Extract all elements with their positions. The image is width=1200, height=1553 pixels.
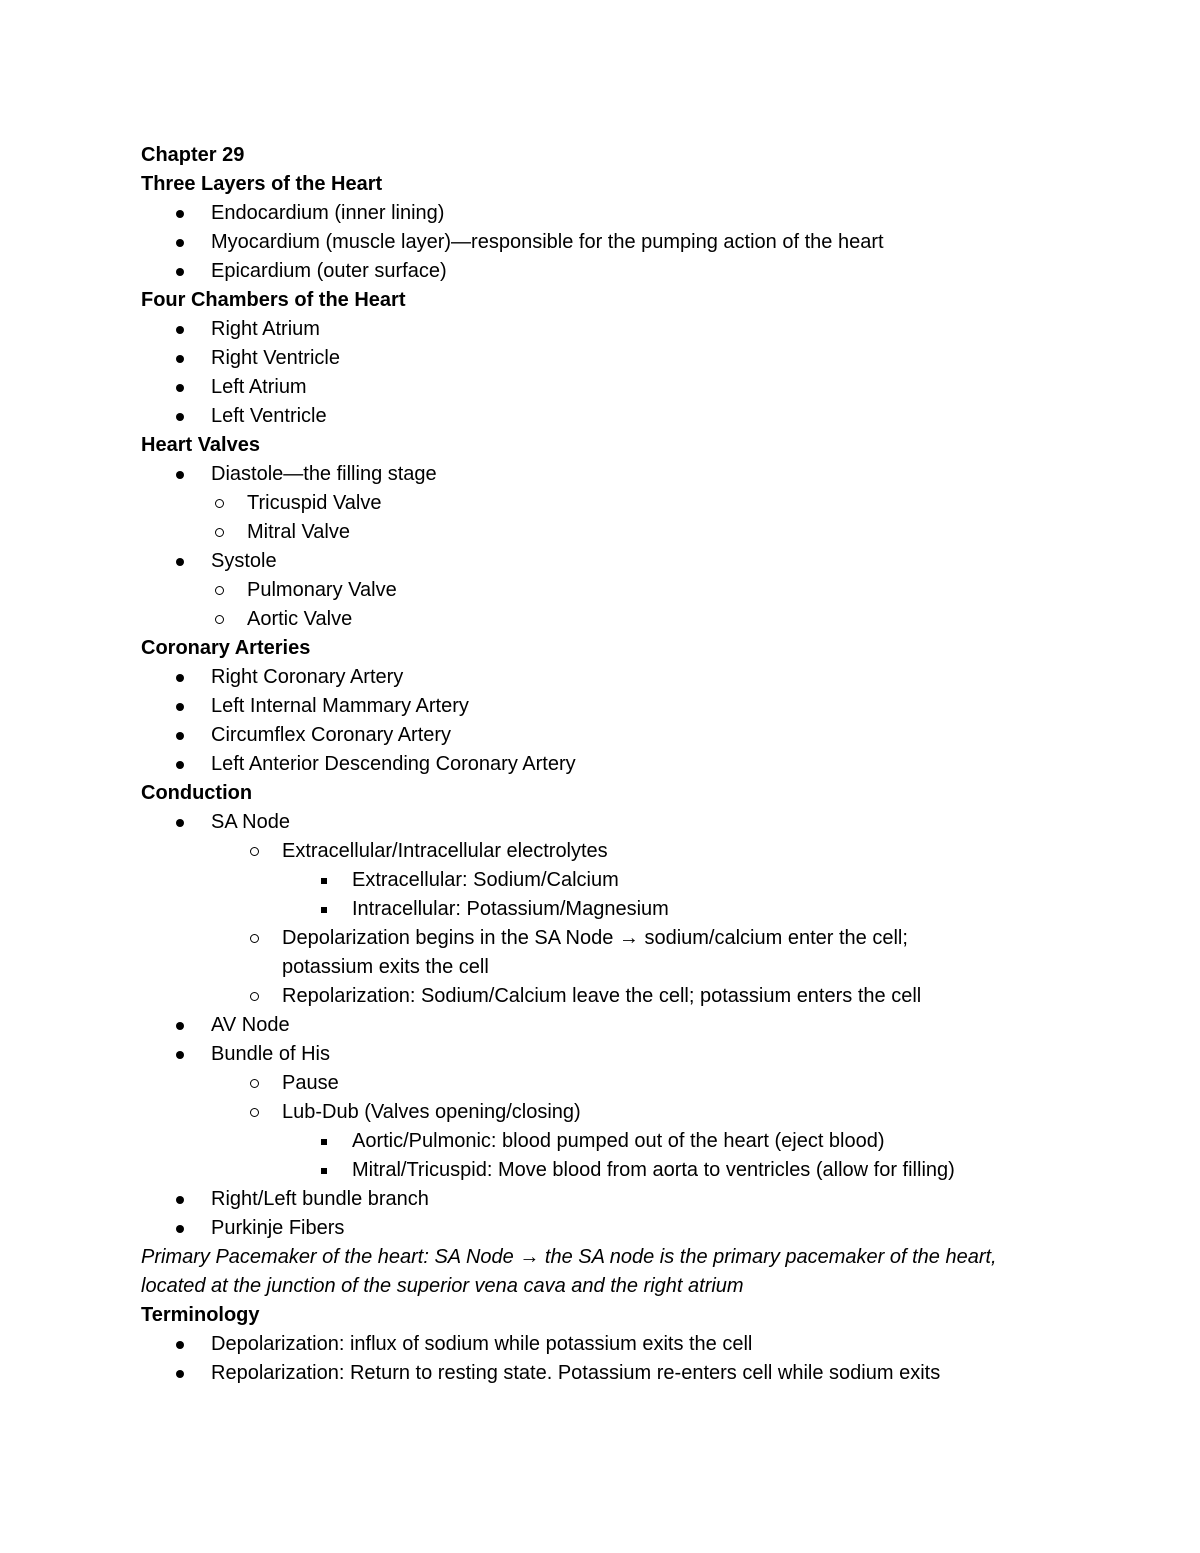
- list-item: Left Atrium: [141, 373, 1071, 402]
- list-item: Aortic/Pulmonic: blood pumped out of the heart (eject blood): [141, 1127, 1071, 1156]
- list-item: Repolarization: Sodium/Calcium leave the cell; potassium enters the cell: [141, 982, 1071, 1011]
- chambers-list: [141, 315, 1071, 431]
- list-item: Epicardium (outer surface): [141, 257, 1071, 286]
- bullet-square-icon: [321, 878, 327, 884]
- bullet-disc-icon: [176, 703, 184, 711]
- arrow-right-icon: →: [618, 927, 639, 949]
- bullet-disc-icon: [176, 674, 184, 682]
- bullet-disc-icon: [176, 471, 184, 479]
- layers-list: [141, 199, 1071, 286]
- list-item: Aortic Valve: [141, 605, 1071, 634]
- bullet-circle-icon: [215, 586, 224, 595]
- bullet-disc-icon: [176, 239, 184, 247]
- bullet-disc-icon: [176, 819, 184, 827]
- document-content: [141, 141, 1071, 1388]
- bullet-disc-icon: [176, 1370, 184, 1378]
- list-item: Bundle of His: [141, 1040, 1071, 1069]
- bullet-square-icon: [321, 1168, 327, 1174]
- list-item: Pulmonary Valve: [141, 576, 1071, 605]
- bullet-disc-icon: [176, 1022, 184, 1030]
- section-heading-valves: Heart Valves: [141, 434, 260, 456]
- arrow-right-icon: →: [519, 1246, 540, 1268]
- bullet-circle-icon: [250, 992, 259, 1001]
- list-item: SA Node: [141, 808, 1071, 837]
- bullet-disc-icon: [176, 558, 184, 566]
- bullet-circle-icon: [250, 847, 259, 856]
- list-item: Repolarization: Return to resting state. Potassium re-enters cell while sodium exits: [141, 1359, 1071, 1388]
- list-item: Lub-Dub (Valves opening/closing): [141, 1098, 1071, 1127]
- list-item: Right Coronary Artery: [141, 663, 1071, 692]
- list-item: Right Atrium: [141, 315, 1071, 344]
- bullet-disc-icon: [176, 413, 184, 421]
- list-item: Left Internal Mammary Artery: [141, 692, 1071, 721]
- list-item: Intracellular: Potassium/Magnesium: [141, 895, 1071, 924]
- section-heading-layers: Three Layers of the Heart: [141, 173, 383, 195]
- list-item: Tricuspid Valve: [141, 489, 1071, 518]
- bullet-disc-icon: [176, 326, 184, 334]
- bullet-disc-icon: [176, 1341, 184, 1349]
- list-item: AV Node: [141, 1011, 1071, 1040]
- bullet-disc-icon: [176, 355, 184, 363]
- list-item: Depolarization begins in the SA Node → sodium/calcium enter the cell; potassium exits the cell: [141, 924, 1071, 982]
- bullet-square-icon: [321, 907, 327, 913]
- list-item: Circumflex Coronary Artery: [141, 721, 1071, 750]
- bullet-circle-icon: [215, 615, 224, 624]
- bullet-disc-icon: [176, 761, 184, 769]
- terminology-list: [141, 1330, 1071, 1388]
- list-item: Purkinje Fibers: [141, 1214, 1071, 1243]
- bullet-circle-icon: [215, 499, 224, 508]
- bullet-circle-icon: [215, 528, 224, 537]
- bullet-disc-icon: [176, 1225, 184, 1233]
- list-item: Right/Left bundle branch: [141, 1185, 1071, 1214]
- list-item: Endocardium (inner lining): [141, 199, 1071, 228]
- bullet-disc-icon: [176, 1196, 184, 1204]
- bullet-circle-icon: [250, 934, 259, 943]
- bullet-circle-icon: [250, 1079, 259, 1088]
- list-item: Diastole—the filling stage: [141, 460, 1071, 489]
- conduction-list: [141, 808, 1071, 1243]
- chapter-title: Chapter 29: [141, 144, 245, 166]
- section-heading-arteries: Coronary Arteries: [141, 637, 311, 659]
- list-item: Pause: [141, 1069, 1071, 1098]
- arteries-list: [141, 663, 1071, 779]
- bullet-disc-icon: [176, 384, 184, 392]
- list-item: Left Ventricle: [141, 402, 1071, 431]
- valves-list: [141, 460, 1071, 634]
- list-item: Right Ventricle: [141, 344, 1071, 373]
- pacemaker-note: Primary Pacemaker of the heart: SA Node → the SA node is the primary pacemaker of the heart, located at the junction of the superior vena cava and the right atrium: [141, 1246, 997, 1297]
- list-item: Myocardium (muscle layer)—responsible for the pumping action of the heart: [141, 228, 1071, 257]
- list-item: Extracellular/Intracellular electrolytes: [141, 837, 1071, 866]
- bullet-disc-icon: [176, 210, 184, 218]
- bullet-disc-icon: [176, 1051, 184, 1059]
- section-heading-terminology: Terminology: [141, 1304, 260, 1326]
- section-heading-conduction: Conduction: [141, 782, 253, 804]
- bullet-disc-icon: [176, 732, 184, 740]
- bullet-disc-icon: [176, 268, 184, 276]
- list-item: Mitral Valve: [141, 518, 1071, 547]
- list-item: Left Anterior Descending Coronary Artery: [141, 750, 1071, 779]
- bullet-circle-icon: [250, 1108, 259, 1117]
- bullet-square-icon: [321, 1139, 327, 1145]
- list-item: Extracellular: Sodium/Calcium: [141, 866, 1071, 895]
- list-item: Systole: [141, 547, 1071, 576]
- section-heading-chambers: Four Chambers of the Heart: [141, 289, 406, 311]
- list-item: Depolarization: influx of sodium while potassium exits the cell: [141, 1330, 1071, 1359]
- list-item: Mitral/Tricuspid: Move blood from aorta to ventricles (allow for filling): [141, 1156, 1071, 1185]
